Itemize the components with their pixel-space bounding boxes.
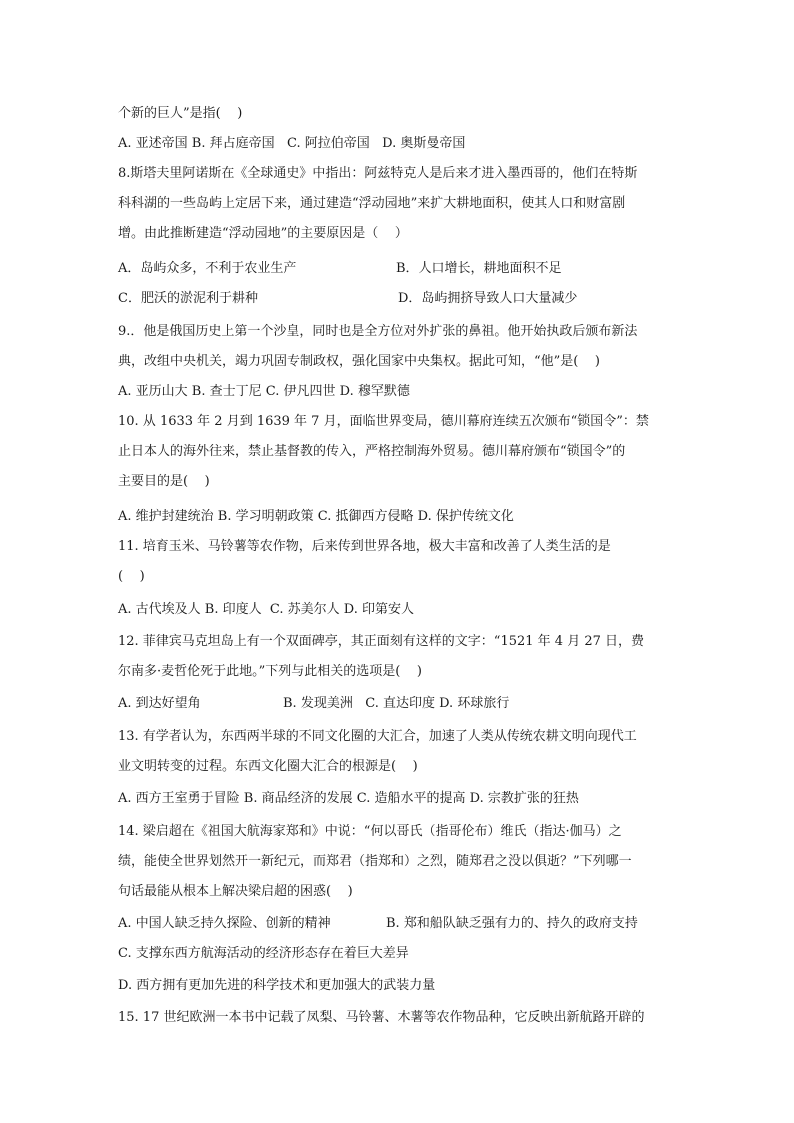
q8-options-row-1: [118, 259, 678, 279]
q14-options-row-1: [118, 914, 678, 934]
q8-stem-line-1: 8.斯塔夫里阿诺斯在《全球通史》中指出：阿兹特克人是后来才进入墨西哥的，他们在特斯: [118, 166, 638, 181]
q9-stem-line-1: 9.．他是俄国历史上第一个沙皇，同时也是全方位对外扩张的鼻祖。他开始执政后颁布新法: [118, 324, 638, 339]
q10-options: A. 维护封建统治 B. 学习明朝政策 C. 抵御西方侵略 D. 保护传统文化: [118, 509, 514, 524]
q12-option-a: A. 到达好望角: [118, 696, 201, 711]
q14-option-c: C. 支撑东西方航海活动的经济形态存在着巨大差异: [118, 946, 409, 961]
q11-stem-line-2: ( ): [118, 569, 145, 584]
q9-stem-line-2: 典，改组中央机关，竭力巩固专制政权，强化国家中央集权。据此可知，“他”是( ): [118, 354, 600, 369]
q14-stem-line-3: 句话最能从根本上解决梁启超的困惑( ): [118, 884, 353, 899]
q8-option-c: C．肥沃的淤泥利于耕种: [118, 291, 258, 306]
q12-option-bcd: B. 发现美洲 C. 直达印度 D. 环球旅行: [283, 696, 510, 711]
q8-options-row-2: [118, 289, 678, 309]
q12-stem-line-1: 12. 菲律宾马克坦岛上有一个双面碑亭，其正面刻有这样的文字：“1521 年 4 月 27 日，费: [118, 634, 645, 649]
q12-stem-line-2: 尔南多·麦哲伦死于此地。”下列与此相关的选项是( ): [118, 664, 422, 679]
q14-stem-line-2: 绩，能使全世界划然开一新纪元，而郑君（指郑和）之烈，随郑君之没以俱逝？”下列哪一: [118, 854, 632, 869]
q8-stem-line-2: 科科湖的一些岛屿上定居下来，通过建造“浮动园地”来扩大耕地面积，使其人口和财富剧: [118, 196, 626, 211]
q7-options: A. 亚述帝国 B. 拜占庭帝国 C. 阿拉伯帝国 D. 奥斯曼帝国: [118, 136, 466, 151]
q8-option-a: A．岛屿众多，不利于农业生产: [118, 261, 297, 276]
q14-option-d: D. 西方拥有更加先进的科学技术和更加强大的武装力量: [118, 978, 436, 993]
q14-option-b: B. 郑和船队缺乏强有力的、持久的政府支持: [386, 916, 638, 931]
q9-options: A. 亚历山大 B. 查士丁尼 C. 伊凡四世 D. 穆罕默德: [118, 384, 410, 399]
q13-stem-line-2: 业文明转变的过程。东西文化圈大汇合的根源是( ): [118, 759, 418, 774]
q7-stem-end: 个新的巨人”是指( ): [118, 106, 243, 121]
q13-stem-line-1: 13. 有学者认为，东西两半球的不同文化圈的大汇合，加速了人类从传统农耕文明向现代工: [118, 729, 637, 744]
q11-options: A. 古代埃及人 B. 印度人 C. 苏美尔人 D. 印第安人: [118, 602, 414, 617]
q13-options: A. 西方王室勇于冒险 B. 商品经济的发展 C. 造船水平的提高 D. 宗教扩张的狂热: [118, 791, 579, 806]
q10-stem-line-1: 10. 从 1633 年 2 月到 1639 年 7 月，面临世界变局，德川幕府连续五次颁布“锁国令”：禁: [118, 414, 649, 429]
q14-option-a: A. 中国人缺乏持久探险、创新的精神: [118, 916, 331, 931]
q10-stem-line-3: 主要目的是( ): [118, 474, 210, 489]
q15-stem-line-1: 15. 17 世纪欧洲一本书中记载了凤梨、马铃薯、木薯等农作物品种，它反映出新航路开辟的: [118, 1010, 645, 1025]
q8-option-d: D．岛屿拥挤导致人口大量减少: [398, 291, 578, 306]
q11-stem-line-1: 11. 培育玉米、马铃薯等农作物，后来传到世界各地，极大丰富和改善了人类生活的是: [118, 539, 611, 554]
q8-option-b: B．人口增长，耕地面积不足: [396, 261, 562, 276]
q14-stem-line-1: 14. 梁启超在《祖国大航海家郑和》中说：“何以哥氏（指哥伦布）维氏（指达·伽马）之: [118, 824, 622, 839]
q10-stem-line-2: 止日本人的海外往来，禁止基督教的传入，严格控制海外贸易。德川幕府颁布“锁国令”的: [118, 444, 626, 459]
q8-stem-line-3: 增。由此推断建造“浮动园地”的主要原因是（ ）: [118, 226, 408, 241]
q12-options: [118, 694, 678, 714]
